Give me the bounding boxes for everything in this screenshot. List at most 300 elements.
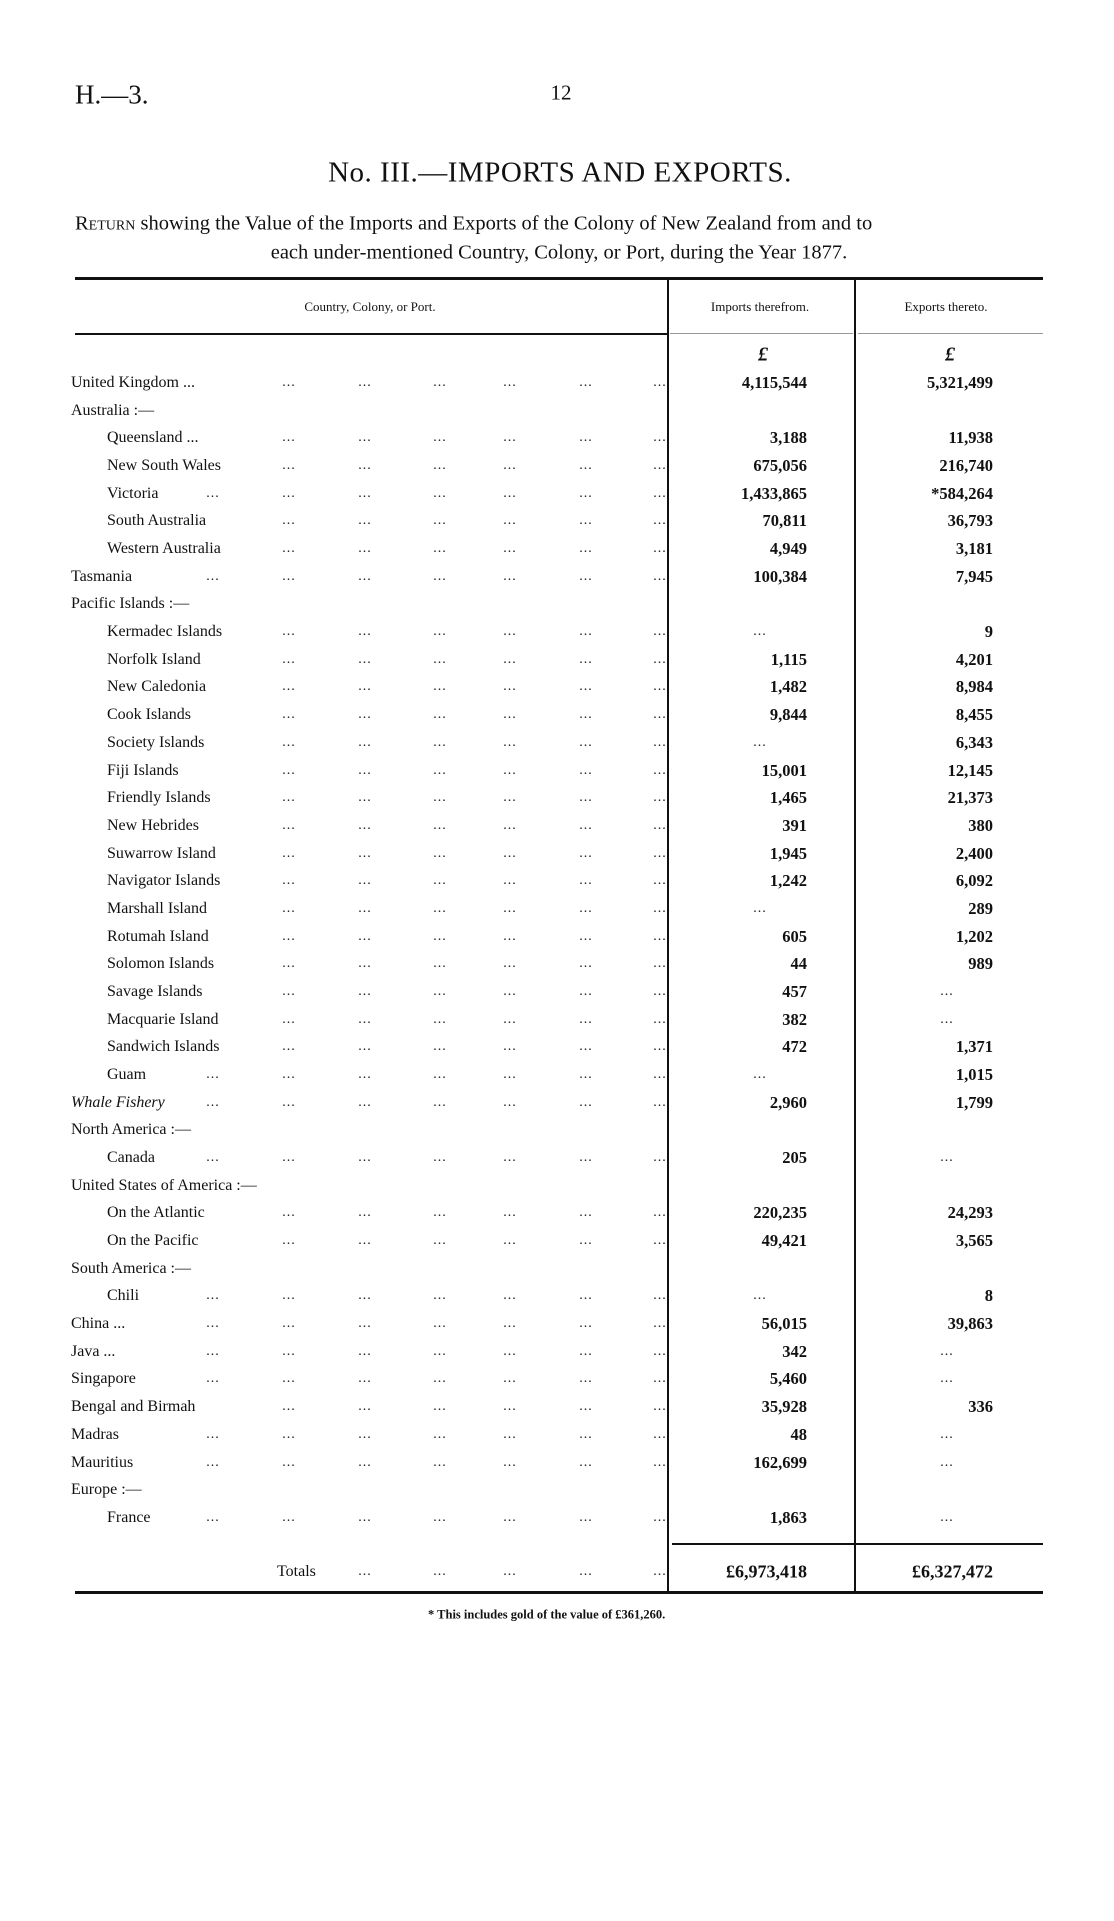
leader-dots: ...: [358, 1039, 372, 1055]
leader-dots: ...: [653, 375, 667, 390]
leader-dots: ...: [282, 1399, 296, 1415]
leader-dots: ...: [282, 679, 296, 695]
document-code: H.—3.: [75, 79, 149, 110]
leader-dots: ...: [503, 430, 517, 446]
leader-dots: ...: [503, 1067, 517, 1082]
header-bottom-rule: [75, 333, 668, 335]
imports-value: ...: [753, 900, 767, 916]
leader-dots: ...: [358, 1399, 372, 1415]
leader-dots: ...: [579, 458, 593, 474]
leader-dots: ...: [206, 1067, 220, 1082]
exports-value: 4,201: [955, 649, 993, 669]
leader-dots: ...: [579, 1094, 593, 1110]
leader-dots: ...: [206, 1454, 220, 1470]
leader-dots: ...: [358, 873, 372, 889]
leader-dots: ...: [653, 1039, 667, 1055]
leader-dots: ...: [653, 1454, 667, 1470]
leader-dots: ...: [579, 900, 593, 916]
leader-dots: ...: [433, 458, 447, 474]
leader-dots: ...: [653, 1205, 667, 1221]
leader-dots: ...: [503, 928, 517, 944]
leader-dots: ...: [579, 568, 593, 584]
imports-value: 3,188: [769, 428, 807, 448]
leader-dots: ...: [282, 1039, 296, 1055]
leader-dots: ...: [282, 430, 296, 446]
leader-dots: ...: [282, 1454, 296, 1470]
leader-dots: ...: [579, 1509, 593, 1525]
leader-dots: ...: [282, 928, 296, 944]
row-label: New Hebrides: [107, 816, 199, 834]
row-label: United Kingdom ...: [71, 374, 195, 391]
leader-dots: ...: [358, 1564, 372, 1579]
leader-dots: ...: [579, 485, 593, 501]
leader-dots: ...: [358, 375, 372, 390]
leader-dots: ...: [433, 734, 447, 750]
imports-value: ...: [753, 624, 767, 640]
leader-dots: ...: [503, 375, 517, 390]
leader-dots: ...: [282, 485, 296, 501]
leader-dots: ...: [282, 1094, 296, 1110]
leader-dots: ...: [358, 458, 372, 474]
leader-dots: ...: [653, 458, 667, 474]
exports-value: 21,373: [947, 788, 993, 808]
leader-dots: ...: [358, 1426, 372, 1442]
row-label: Chili: [107, 1287, 140, 1305]
leader-dots: ...: [282, 1343, 296, 1359]
leader-dots: ...: [503, 873, 517, 889]
leader-dots: ...: [433, 1233, 447, 1249]
exports-value: 1,799: [955, 1092, 993, 1112]
leader-dots: ...: [503, 1343, 517, 1359]
exports-value: ...: [940, 1371, 954, 1387]
leader-dots: ...: [358, 430, 372, 446]
leader-dots: ...: [503, 624, 517, 640]
leader-dots: ...: [433, 1454, 447, 1470]
row-label: Madras: [71, 1425, 119, 1443]
leader-dots: ...: [433, 1094, 447, 1110]
row-label: Navigator Islands: [107, 872, 221, 890]
leader-dots: ...: [433, 900, 447, 916]
row-label: Victoria: [107, 484, 159, 502]
imports-value: ...: [753, 1288, 767, 1304]
exports-value: 336: [968, 1397, 993, 1417]
row-label: Kermadec Islands: [107, 623, 223, 641]
leader-dots: ...: [653, 790, 667, 806]
leader-dots: ...: [433, 679, 447, 695]
leader-dots: ...: [653, 1399, 667, 1415]
exports-value: 39,863: [947, 1314, 993, 1334]
leader-dots: ...: [653, 817, 667, 833]
imports-value: 56,015: [761, 1314, 807, 1334]
leader-dots: ...: [433, 568, 447, 584]
row-label: Mauritius: [71, 1453, 134, 1471]
leader-dots: ...: [282, 1509, 296, 1525]
imports-value: ...: [753, 734, 767, 750]
leader-dots: ...: [358, 956, 372, 972]
leader-dots: ...: [503, 1454, 517, 1470]
leader-dots: ...: [579, 707, 593, 723]
totals-label: Totals: [277, 1563, 316, 1580]
leader-dots: ...: [358, 1288, 372, 1304]
leader-dots: ...: [503, 1288, 517, 1304]
leader-dots: ...: [653, 900, 667, 916]
leader-dots: ...: [579, 375, 593, 390]
column-header-country: Country, Colony, or Port.: [304, 299, 436, 314]
row-label: Savage Islands: [107, 982, 203, 1000]
leader-dots: ...: [653, 541, 667, 557]
leader-dots: ...: [282, 375, 296, 390]
leader-dots: ...: [579, 1343, 593, 1359]
leader-dots: ...: [503, 1316, 517, 1332]
imports-value: 1,863: [769, 1507, 807, 1527]
leader-dots: ...: [653, 762, 667, 778]
leader-dots: ...: [282, 845, 296, 861]
leader-dots: ...: [433, 1564, 447, 1579]
leader-dots: ...: [653, 1343, 667, 1359]
leader-dots: ...: [358, 762, 372, 778]
leader-dots: ...: [358, 1067, 372, 1082]
leader-dots: ...: [653, 1288, 667, 1304]
exports-value: ...: [940, 1509, 954, 1525]
leader-dots: ...: [206, 1316, 220, 1332]
imports-currency: £: [758, 343, 768, 366]
leader-dots: ...: [358, 734, 372, 750]
leader-dots: ...: [503, 1233, 517, 1249]
leader-dots: ...: [579, 1150, 593, 1166]
leader-dots: ...: [358, 817, 372, 833]
leader-dots: ...: [503, 541, 517, 557]
leader-dots: ...: [282, 734, 296, 750]
imports-value: 4,115,544: [741, 373, 807, 392]
row-label: Western Australia: [107, 540, 221, 558]
leader-dots: ...: [653, 1371, 667, 1387]
leader-dots: ...: [579, 1288, 593, 1304]
leader-dots: ...: [579, 873, 593, 889]
leader-dots: ...: [433, 983, 447, 999]
leader-dots: ...: [579, 956, 593, 972]
exports-currency: £: [945, 343, 955, 366]
leader-dots: ...: [282, 762, 296, 778]
leader-dots: ...: [282, 1067, 296, 1082]
leader-dots: ...: [282, 1150, 296, 1166]
exports-value: 989: [968, 954, 993, 974]
exports-value: 2,400: [955, 843, 993, 863]
leader-dots: ...: [653, 1426, 667, 1442]
exports-value: 11,938: [948, 428, 993, 448]
leader-dots: ...: [503, 1205, 517, 1221]
leader-dots: ...: [358, 1343, 372, 1359]
leader-dots: ...: [282, 1371, 296, 1387]
leader-dots: ...: [653, 845, 667, 861]
row-label: Suwarrow Island: [107, 844, 216, 862]
leader-dots: ...: [433, 762, 447, 778]
imports-value: 1,115: [770, 649, 807, 669]
row-label: North America :—: [71, 1121, 191, 1139]
leader-dots: ...: [579, 817, 593, 833]
leader-dots: ...: [653, 1509, 667, 1525]
exports-value: 3,181: [955, 539, 993, 559]
leader-dots: ...: [653, 707, 667, 723]
row-label: Solomon Islands: [107, 955, 215, 973]
imports-value: 15,001: [761, 760, 807, 780]
leader-dots: ...: [206, 1094, 220, 1110]
column-header-exports: Exports thereto.: [904, 299, 988, 314]
leader-dots: ...: [282, 1288, 296, 1304]
leader-dots: ...: [653, 1067, 667, 1082]
leader-dots: ...: [206, 1426, 220, 1442]
leader-dots: ...: [653, 1316, 667, 1332]
row-label: Australia :—: [71, 401, 155, 419]
imports-value: 205: [782, 1148, 807, 1168]
leader-dots: ...: [503, 679, 517, 695]
leader-dots: ...: [433, 541, 447, 557]
leader-dots: ...: [433, 873, 447, 889]
leader-dots: ...: [433, 707, 447, 723]
leader-dots: ...: [282, 707, 296, 723]
leader-dots: ...: [433, 1150, 447, 1166]
imports-value: 70,811: [762, 511, 807, 531]
imports-value: 49,421: [761, 1231, 807, 1251]
exports-value: ...: [940, 1011, 954, 1027]
leader-dots: ...: [653, 873, 667, 889]
leader-dots: ...: [433, 790, 447, 806]
row-label: On the Atlantic: [107, 1204, 205, 1222]
leader-dots: ...: [653, 1233, 667, 1249]
exports-value: 5,321,499: [927, 373, 993, 392]
leader-dots: ...: [579, 1371, 593, 1387]
leader-dots: ...: [358, 513, 372, 529]
leader-dots: ...: [579, 1454, 593, 1470]
imports-value: 44: [790, 954, 807, 974]
imports-value: 1,482: [769, 677, 807, 697]
leader-dots: ...: [206, 485, 220, 501]
leader-dots: ...: [579, 513, 593, 529]
leader-dots: ...: [206, 1288, 220, 1304]
leader-dots: ...: [282, 541, 296, 557]
imports-value: 675,056: [753, 456, 807, 476]
leader-dots: ...: [653, 956, 667, 972]
leader-dots: ...: [579, 1067, 593, 1082]
row-label: Queensland ...: [107, 429, 199, 447]
leader-dots: ...: [579, 679, 593, 695]
leader-dots: ...: [282, 1316, 296, 1332]
exports-value: ...: [940, 983, 954, 999]
column-divider-1: [667, 280, 669, 1592]
leader-dots: ...: [579, 541, 593, 557]
leader-dots: ...: [282, 568, 296, 584]
leader-dots: ...: [282, 1233, 296, 1249]
leader-dots: ...: [503, 790, 517, 806]
leader-dots: ...: [503, 845, 517, 861]
imports-value: 1,465: [769, 788, 807, 808]
imports-value: 35,928: [761, 1397, 807, 1417]
leader-dots: ...: [206, 1150, 220, 1166]
leader-dots: ...: [503, 1399, 517, 1415]
leader-dots: ...: [653, 928, 667, 944]
leader-dots: ...: [433, 1288, 447, 1304]
leader-dots: ...: [503, 707, 517, 723]
exports-value: 8: [984, 1286, 993, 1306]
leader-dots: ...: [433, 1316, 447, 1332]
leader-dots: ...: [358, 845, 372, 861]
leader-dots: ...: [433, 1343, 447, 1359]
row-label: Guam: [107, 1066, 147, 1083]
subtitle-line-1: [75, 213, 872, 236]
leader-dots: ...: [503, 1426, 517, 1442]
leader-dots: ...: [358, 983, 372, 999]
leader-dots: ...: [653, 624, 667, 640]
imports-value: 48: [790, 1424, 807, 1444]
leader-dots: ...: [433, 1371, 447, 1387]
row-label: Cook Islands: [107, 706, 191, 724]
leader-dots: ...: [503, 1150, 517, 1166]
leader-dots: ...: [358, 1011, 372, 1027]
leader-dots: ...: [579, 790, 593, 806]
column-divider-2: [854, 280, 856, 1592]
leader-dots: ...: [433, 928, 447, 944]
leader-dots: ...: [503, 734, 517, 750]
exports-value: 3,565: [955, 1231, 993, 1251]
row-label: South Australia: [107, 512, 207, 530]
header-bottom-rule-imports: [670, 333, 853, 334]
leader-dots: ...: [433, 1426, 447, 1442]
page-number: 12: [550, 80, 572, 105]
leader-dots: ...: [579, 845, 593, 861]
row-label: Whale Fishery: [71, 1093, 165, 1111]
leader-dots: ...: [653, 1094, 667, 1110]
exports-value: 24,293: [947, 1203, 993, 1223]
leader-dots: ...: [503, 1509, 517, 1525]
exports-value: 380: [968, 815, 993, 835]
row-label: Bengal and Birmah: [71, 1398, 196, 1416]
leader-dots: ...: [282, 651, 296, 667]
exports-value: 6,343: [955, 732, 993, 752]
leader-dots: ...: [503, 1039, 517, 1055]
leader-dots: ...: [358, 1205, 372, 1221]
leader-dots: ...: [282, 956, 296, 972]
leader-dots: ...: [358, 485, 372, 501]
imports-value: 2,960: [769, 1092, 807, 1112]
leader-dots: ...: [503, 568, 517, 584]
leader-dots: ...: [503, 900, 517, 916]
leader-dots: ...: [653, 1564, 667, 1579]
leader-dots: ...: [282, 1426, 296, 1442]
leader-dots: ...: [358, 790, 372, 806]
leader-dots: ...: [358, 1094, 372, 1110]
leader-dots: ...: [653, 1150, 667, 1166]
imports-value: 342: [782, 1341, 807, 1361]
imports-value: 457: [782, 981, 807, 1001]
leader-dots: ...: [503, 956, 517, 972]
leader-dots: ...: [579, 1564, 593, 1579]
exports-value: 1,202: [955, 926, 993, 946]
leader-dots: ...: [358, 707, 372, 723]
leader-dots: ...: [358, 1233, 372, 1249]
row-label: Society Islands: [107, 733, 205, 751]
leader-dots: ...: [579, 1399, 593, 1415]
leader-dots: ...: [358, 1316, 372, 1332]
leader-dots: ...: [653, 983, 667, 999]
leader-dots: ...: [206, 1509, 220, 1525]
leader-dots: ...: [579, 1011, 593, 1027]
leader-dots: ...: [282, 458, 296, 474]
exports-value: 9: [984, 622, 993, 642]
exports-value: 289: [968, 898, 993, 918]
exports-value: 12,145: [947, 760, 993, 780]
row-label: New Caledonia: [107, 678, 207, 696]
row-label: Canada: [107, 1149, 155, 1167]
exports-value: 8,455: [955, 705, 993, 725]
leader-dots: ...: [579, 983, 593, 999]
leader-dots: ...: [282, 983, 296, 999]
leader-dots: ...: [503, 651, 517, 667]
leader-dots: ...: [358, 1150, 372, 1166]
leader-dots: ...: [433, 624, 447, 640]
leader-dots: ...: [579, 1426, 593, 1442]
leader-dots: ...: [433, 375, 447, 390]
leader-dots: ...: [653, 679, 667, 695]
leader-dots: ...: [653, 430, 667, 446]
exports-value: 6,092: [955, 871, 993, 891]
leader-dots: ...: [653, 651, 667, 667]
exports-value: 8,984: [955, 677, 993, 697]
imports-value: 1,945: [769, 843, 807, 863]
exports-value: ...: [940, 1343, 954, 1359]
leader-dots: ...: [358, 1509, 372, 1525]
leader-dots: ...: [433, 817, 447, 833]
leader-dots: ...: [433, 1399, 447, 1415]
leader-dots: ...: [503, 1371, 517, 1387]
column-header-imports: Imports therefrom.: [710, 299, 810, 314]
leader-dots: ...: [579, 430, 593, 446]
row-label: On the Pacific: [107, 1232, 199, 1250]
exports-value: ...: [940, 1454, 954, 1470]
row-label: Tasmania: [71, 567, 133, 585]
leader-dots: ...: [206, 1343, 220, 1359]
imports-value: ...: [753, 1067, 767, 1082]
leader-dots: ...: [653, 568, 667, 584]
subtitle-lead: Return: [75, 212, 136, 235]
footnote: * This includes gold of the value of £361,260.: [428, 1607, 666, 1622]
leader-dots: ...: [579, 1039, 593, 1055]
row-label: United States of America :—: [71, 1176, 257, 1194]
leader-dots: ...: [433, 485, 447, 501]
exports-value: ...: [940, 1426, 954, 1442]
leader-dots: ...: [358, 1371, 372, 1387]
leader-dots: ...: [579, 1233, 593, 1249]
page-title: No. III.—IMPORTS AND EXPORTS.: [328, 156, 792, 189]
totals-exports: £6,327,472: [912, 1561, 993, 1582]
leader-dots: ...: [503, 458, 517, 474]
row-label: Singapore: [71, 1370, 136, 1388]
leader-dots: ...: [282, 624, 296, 640]
row-label: China ...: [71, 1315, 126, 1333]
leader-dots: ...: [433, 430, 447, 446]
exports-value: 1,371: [955, 1037, 993, 1057]
leader-dots: ...: [503, 817, 517, 833]
leader-dots: ...: [358, 679, 372, 695]
row-label: New South Wales: [107, 457, 221, 475]
imports-value: 220,235: [753, 1203, 807, 1223]
leader-dots: ...: [653, 485, 667, 501]
leader-dots: ...: [433, 1067, 447, 1082]
leader-dots: ...: [206, 568, 220, 584]
leader-dots: ...: [433, 1509, 447, 1525]
leader-dots: ...: [358, 900, 372, 916]
leader-dots: ...: [579, 928, 593, 944]
leader-dots: ...: [358, 928, 372, 944]
leader-dots: ...: [433, 956, 447, 972]
